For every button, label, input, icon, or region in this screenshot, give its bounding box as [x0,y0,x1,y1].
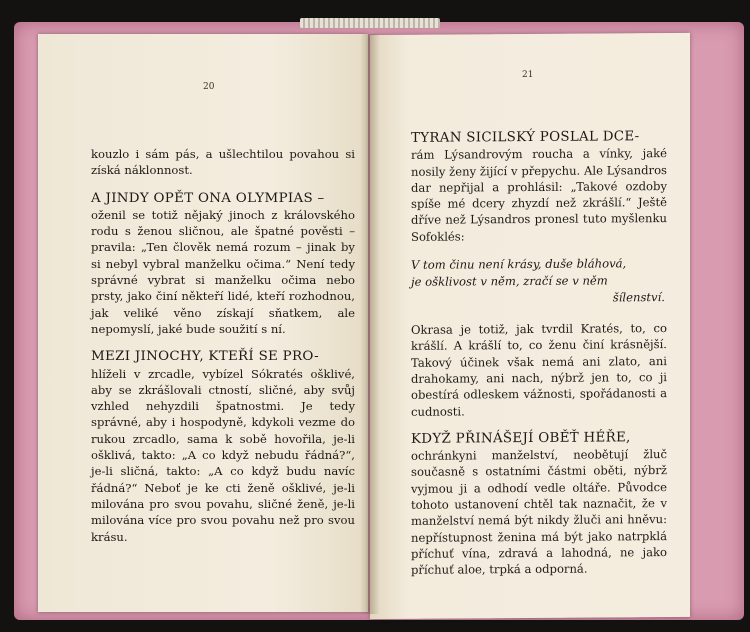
paragraph [411,430,667,578]
left-page-text [91,146,355,557]
paragraph-lead: TYRAN SICILSKÝ POSLAL DCE- [411,129,640,146]
book-spine-band [300,18,440,28]
poem-quote [411,255,667,308]
left-page [38,34,368,612]
paragraph-text: rám Lýsandrovým roucha a vínky, jaké nosily ženy žijící v přepychu. Ale Lýsandros dar nepřijal a prohlásil: „Takové ozdoby spíše mé dcery zhyzdí než zkrášlí.“ Ještě dříve než Lýsandros pronesl tuto myšlenku Sofoklés: [411,146,667,244]
paragraph [91,146,355,179]
right-page [370,33,690,619]
paragraph-text: kouzlo i sám pás, a ušlechtilou povahou si získá náklonnost. [91,147,355,178]
poem-line: šílenství. [612,290,665,305]
paragraph-text: hlíželi v zrcadle, vybízel Sókratés ošklivé, aby se zkrášlovali ctností, sličné, aby svůj vzhled nehyzdili špatnostmi. Je tedy správné, aby i hospodyně, kdykoli vezme do rukou zrcadlo, sama k sobě hovořila, je-li ošklivá, takto: „A co když nebudu řádná?“, je-li sličná, takto: „A co když budu navíc řádná?“ Neboť je ke cti ženě ošklivé, je-li milována pro svou povahu, sličné ženě, je-li milována více pro svou povahu než pro svou krásu. [91,366,355,544]
paragraph-text: Okrasa je totiž, jak tvrdil Kratés, to, co krášlí. A krášlí to, co ženu činí krásnější. Takový účinek však nemá ani zlato, ani drahokamy, ani nach, nýbrž jen to, co ji obestírá odleskem vážnosti, spořádanosti a cudnosti. [411,321,667,419]
page-number-left: 20 [203,82,215,92]
book-gutter-shadow [360,34,380,614]
right-page-text [411,129,667,590]
paragraph-lead: A JINDY OPĚT ONA OLYMPIAS – [91,190,325,206]
paragraph-lead: KDYŽ PŘINÁŠEJÍ OBĚŤ HÉŘE, [411,430,631,447]
paragraph [411,129,667,245]
poem-line: je ošklivost v něm, zračí se v něm [411,273,608,289]
poem-line: V tom činu není krásy, duše bláhová, [411,256,627,272]
paragraph [91,349,355,545]
paragraph [91,191,355,338]
paragraph-text: oženil se totiž nějaký jinoch z královského rodu s ženou sličnou, ale špatné pověsti – pravila: „Ten člověk nemá rozum – jinak by si nebyl vybral manželku očima.“ Není tedy správné vybrat si manželku očima nebo prsty, jako činí někteří lidé, kteří rozhodnou, jak veliké věno získají sňatkem, ale nepomyslí, jaké bude soužití s ní. [91,207,355,336]
paragraph-lead: MEZI JINOCHY, KTEŘÍ SE PRO- [91,349,319,365]
paragraph-text: ochránkyni manželství, neobětují žluč současně s ostatními částmi oběti, nýbrž vyjmou ji a odhodí vedle oltáře. Původce tohoto ustanovení chtěl tak naznačit, že v manželství nemá být nikdy žluči ani hněvu: nepřístupnost ženina má být jako natrpklá příchuť vína, zdravá a lahodná, ne jako příchuť aloe, trpká a odporná. [411,447,667,578]
page-number-right: 21 [522,69,534,81]
paragraph [411,320,667,420]
